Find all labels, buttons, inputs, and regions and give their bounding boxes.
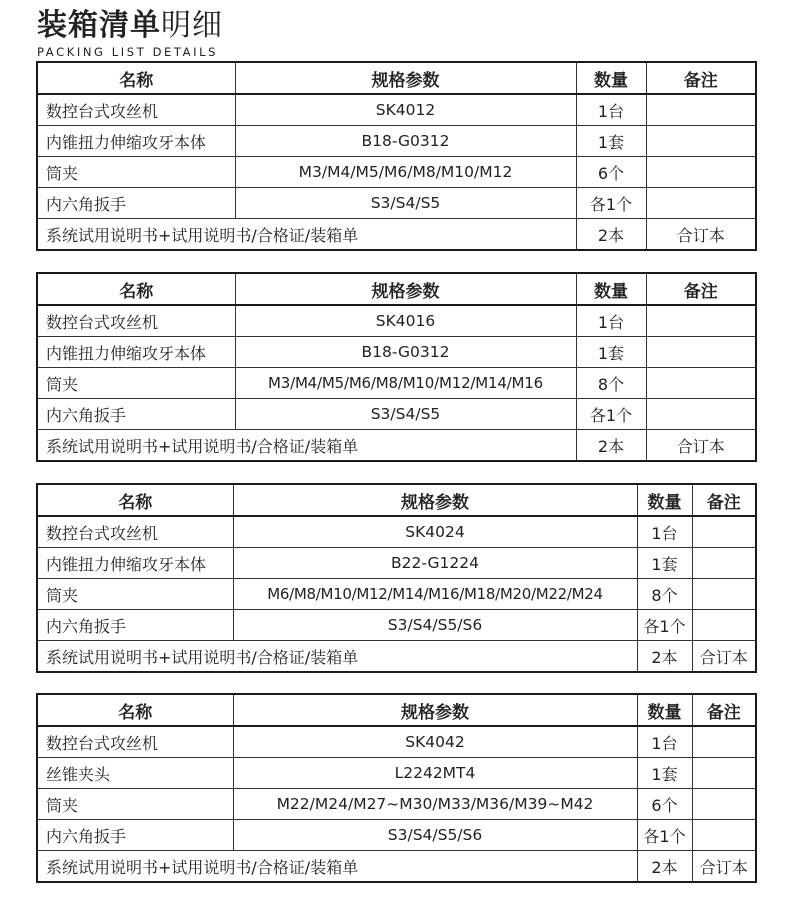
cell-docs: 系统试用说明书+试用说明书/合格证/装箱单	[37, 219, 576, 251]
cell-spec: SK4016	[235, 305, 576, 337]
packing-table-4	[36, 693, 757, 883]
table-row	[37, 789, 756, 820]
cell-qty: 各1个	[576, 188, 646, 219]
col-header-qty: 数量	[576, 273, 646, 305]
cell-note	[692, 579, 756, 610]
cell-spec: B18-G0312	[235, 337, 576, 368]
title-main: 装箱清单	[37, 8, 161, 43]
cell-spec: SK4042	[233, 726, 637, 758]
cell-name: 内锥扭力伸缩攻牙本体	[37, 126, 235, 157]
cell-note: 合订本	[692, 641, 756, 673]
cell-qty: 8个	[637, 579, 692, 610]
cell-qty: 1套	[637, 758, 692, 789]
cell-spec: B18-G0312	[235, 126, 576, 157]
table-row	[37, 758, 756, 789]
col-header-qty: 数量	[637, 484, 692, 516]
cell-spec: S3/S4/S5/S6	[233, 820, 637, 851]
cell-name: 内六角扳手	[37, 820, 233, 851]
col-header-name: 名称	[37, 694, 233, 726]
cell-qty: 8个	[576, 368, 646, 399]
table-row	[37, 305, 756, 337]
packing-table-1	[36, 61, 757, 251]
cell-spec: B22-G1224	[233, 548, 637, 579]
cell-spec: M3/M4/M5/M6/M8/M10/M12	[235, 157, 576, 188]
title-suffix: 明细	[161, 8, 223, 43]
cell-note	[692, 548, 756, 579]
cell-note	[646, 188, 756, 219]
col-header-spec: 规格参数	[235, 62, 576, 94]
cell-spec: SK4012	[235, 94, 576, 126]
cell-name: 筒夹	[37, 368, 235, 399]
col-header-note: 备注	[646, 62, 756, 94]
cell-docs: 系统试用说明书+试用说明书/合格证/装箱单	[37, 641, 637, 673]
cell-note: 合订本	[692, 851, 756, 883]
cell-qty: 1台	[576, 94, 646, 126]
cell-name: 数控台式攻丝机	[37, 94, 235, 126]
cell-note	[692, 820, 756, 851]
col-header-name: 名称	[37, 273, 235, 305]
table-footer-row	[37, 851, 756, 883]
cell-spec: M3/M4/M5/M6/M8/M10/M12/M14/M16	[235, 368, 576, 399]
table-footer-row	[37, 641, 756, 673]
table-row	[37, 726, 756, 758]
cell-note	[646, 126, 756, 157]
table-row	[37, 399, 756, 430]
table-row	[37, 188, 756, 219]
table-row	[37, 368, 756, 399]
cell-spec: S3/S4/S5	[235, 188, 576, 219]
packing-table-3	[36, 483, 757, 673]
cell-note	[646, 157, 756, 188]
cell-spec: S3/S4/S5/S6	[233, 610, 637, 641]
cell-spec: L2242MT4	[233, 758, 637, 789]
table-header-row	[37, 273, 756, 305]
table-footer-row	[37, 219, 756, 251]
cell-note	[646, 337, 756, 368]
cell-note: 合订本	[646, 430, 756, 462]
cell-name: 筒夹	[37, 579, 233, 610]
cell-name: 内六角扳手	[37, 399, 235, 430]
cell-note: 合订本	[646, 219, 756, 251]
cell-qty: 2本	[576, 430, 646, 462]
cell-note	[692, 758, 756, 789]
col-header-spec: 规格参数	[235, 273, 576, 305]
table-row	[37, 610, 756, 641]
table-row	[37, 126, 756, 157]
cell-note	[692, 726, 756, 758]
cell-name: 内六角扳手	[37, 188, 235, 219]
table-footer-row	[37, 430, 756, 462]
col-header-note: 备注	[692, 484, 756, 516]
cell-name: 数控台式攻丝机	[37, 305, 235, 337]
cell-note	[646, 94, 756, 126]
cell-note	[692, 610, 756, 641]
cell-note	[692, 516, 756, 548]
page-title	[37, 8, 223, 44]
cell-spec: S3/S4/S5	[235, 399, 576, 430]
cell-spec: SK4024	[233, 516, 637, 548]
col-header-qty: 数量	[576, 62, 646, 94]
col-header-note: 备注	[646, 273, 756, 305]
col-header-note: 备注	[692, 694, 756, 726]
table-header-row	[37, 62, 756, 94]
page-subtitle: PACKING LIST DETAILS	[37, 45, 218, 59]
cell-qty: 6个	[637, 789, 692, 820]
col-header-name: 名称	[37, 62, 235, 94]
cell-name: 内锥扭力伸缩攻牙本体	[37, 548, 233, 579]
table-header-row	[37, 484, 756, 516]
table-row	[37, 548, 756, 579]
table-row	[37, 337, 756, 368]
col-header-name: 名称	[37, 484, 233, 516]
cell-note	[646, 305, 756, 337]
cell-name: 数控台式攻丝机	[37, 726, 233, 758]
col-header-spec: 规格参数	[233, 694, 637, 726]
cell-docs: 系统试用说明书+试用说明书/合格证/装箱单	[37, 430, 576, 462]
cell-qty: 1套	[576, 126, 646, 157]
cell-spec: M22/M24/M27~M30/M33/M36/M39~M42	[233, 789, 637, 820]
cell-qty: 2本	[637, 851, 692, 883]
cell-qty: 各1个	[637, 610, 692, 641]
cell-qty: 1台	[576, 305, 646, 337]
table-row	[37, 820, 756, 851]
cell-name: 丝锥夹头	[37, 758, 233, 789]
cell-qty: 各1个	[576, 399, 646, 430]
cell-qty: 各1个	[637, 820, 692, 851]
cell-qty: 2本	[576, 219, 646, 251]
cell-spec: M6/M8/M10/M12/M14/M16/M18/M20/M22/M24	[233, 579, 637, 610]
cell-name: 内六角扳手	[37, 610, 233, 641]
page-header	[37, 8, 223, 59]
cell-name: 筒夹	[37, 157, 235, 188]
table-row	[37, 94, 756, 126]
cell-qty: 1套	[576, 337, 646, 368]
cell-qty: 1套	[637, 548, 692, 579]
cell-docs: 系统试用说明书+试用说明书/合格证/装箱单	[37, 851, 637, 883]
cell-qty: 2本	[637, 641, 692, 673]
cell-qty: 6个	[576, 157, 646, 188]
cell-name: 数控台式攻丝机	[37, 516, 233, 548]
cell-note	[646, 368, 756, 399]
cell-qty: 1台	[637, 726, 692, 758]
table-row	[37, 579, 756, 610]
packing-table-2	[36, 272, 757, 462]
col-header-qty: 数量	[637, 694, 692, 726]
table-row	[37, 157, 756, 188]
cell-note	[692, 789, 756, 820]
cell-name: 筒夹	[37, 789, 233, 820]
table-header-row	[37, 694, 756, 726]
table-row	[37, 516, 756, 548]
cell-qty: 1台	[637, 516, 692, 548]
cell-note	[646, 399, 756, 430]
col-header-spec: 规格参数	[233, 484, 637, 516]
cell-name: 内锥扭力伸缩攻牙本体	[37, 337, 235, 368]
